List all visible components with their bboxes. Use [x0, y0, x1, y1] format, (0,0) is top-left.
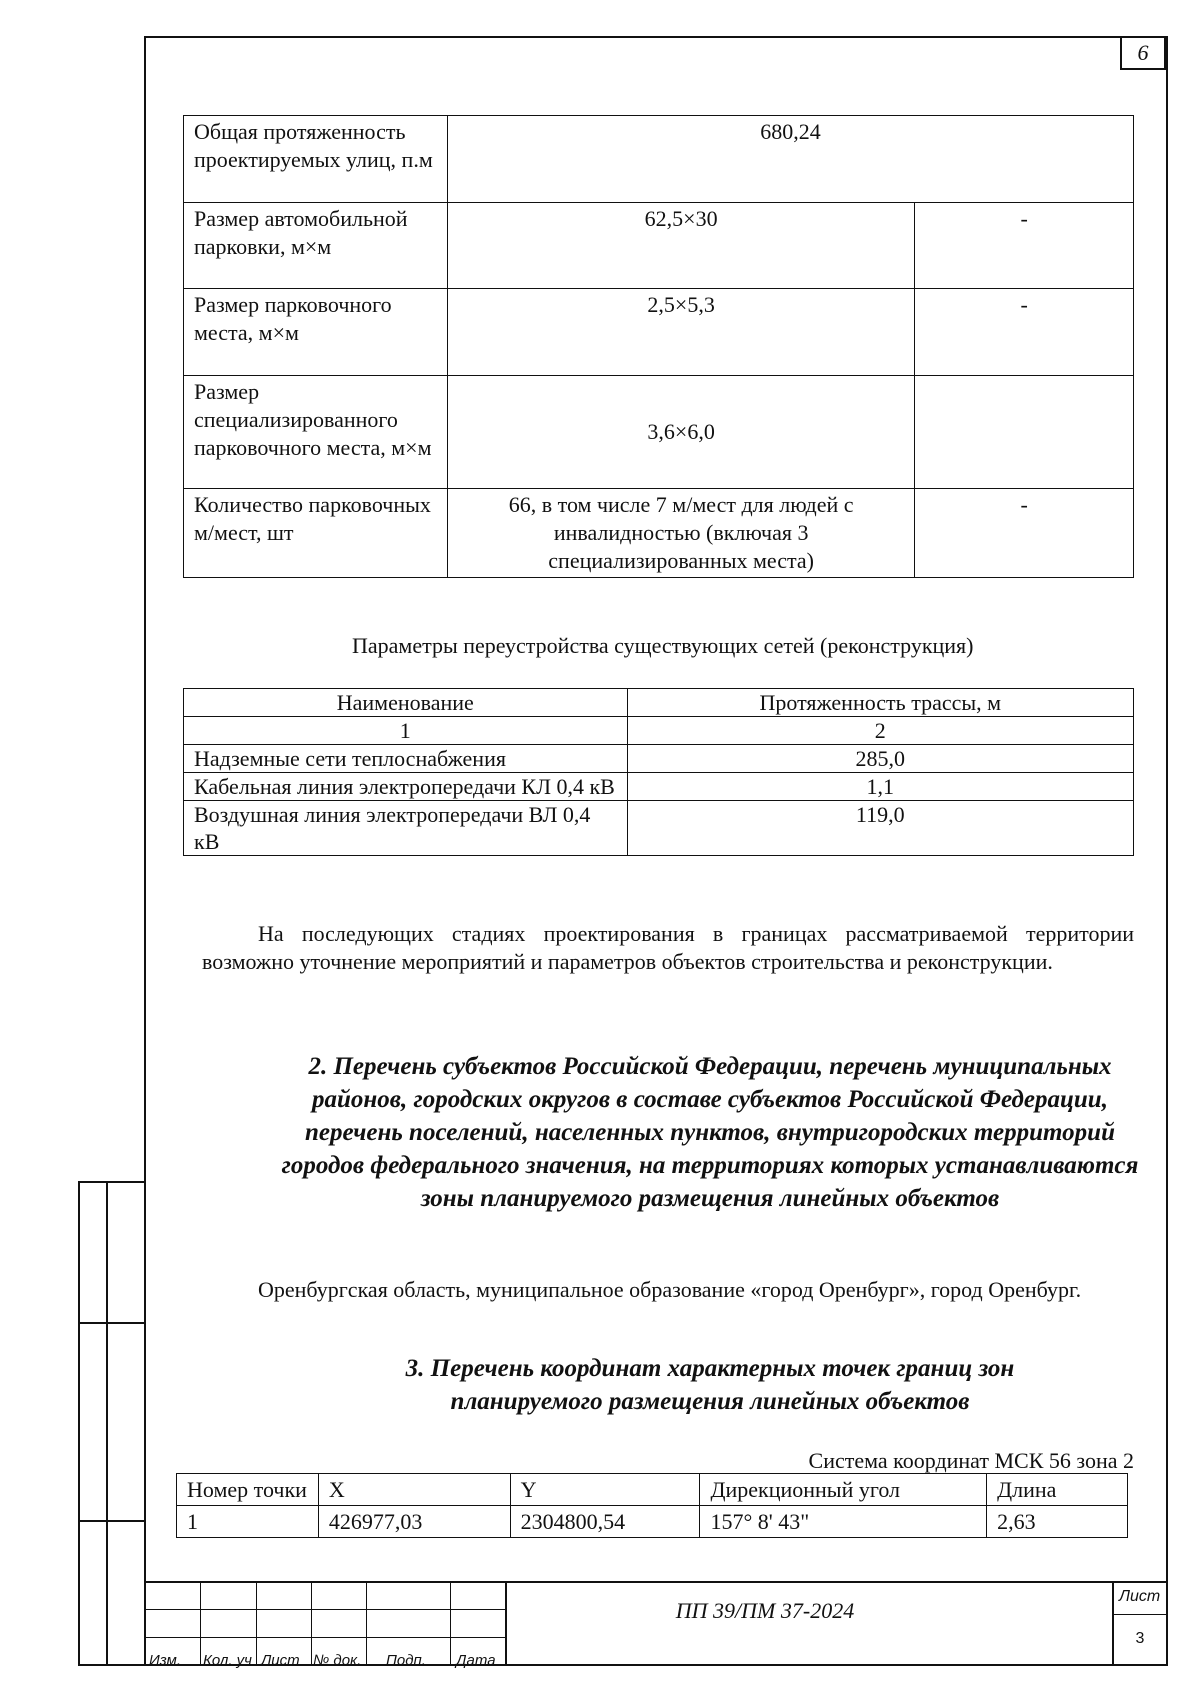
table-number-row [184, 717, 1134, 745]
table-row [184, 489, 1134, 578]
param-label: Размер специализированного парковочного места, м×м [184, 376, 448, 489]
sheet-number: 3 [1135, 1630, 1145, 1647]
network-length: 285,0 [627, 745, 1133, 773]
param-label: Размер автомобильной парковки, м×м [184, 203, 448, 289]
networks-table [183, 688, 1134, 856]
point-x: 426977,03 [318, 1506, 510, 1538]
column-header: X [318, 1474, 510, 1506]
stamp-vert-3 [311, 1581, 312, 1666]
param-value: 3,6×6,0 [447, 376, 914, 489]
point-length: 2,63 [987, 1506, 1128, 1538]
stamp-label-sheet: Лист [261, 1652, 300, 1669]
table-header-row [177, 1474, 1128, 1506]
stamp-top [145, 1581, 1168, 1583]
stamp-sheet-left [1112, 1581, 1114, 1666]
param-value: 62,5×30 [447, 203, 914, 289]
network-name: Кабельная линия электропередачи КЛ 0,4 кВ [184, 773, 628, 801]
param-value: 680,24 [447, 116, 1133, 203]
strip-top [78, 1181, 145, 1183]
stamp-vert-1 [200, 1581, 201, 1666]
stamp-label-date: Дата [456, 1652, 496, 1669]
table-row [184, 801, 1134, 856]
column-number: 2 [627, 717, 1133, 745]
param-extra: - [915, 203, 1134, 289]
section-3-heading: 3. Перечень координат характерных точек границ зон планируемого размещения линейных объектов [405, 1355, 1015, 1415]
stamp-row-1 [145, 1609, 505, 1610]
network-name: Воздушная линия электропередачи ВЛ 0,4 кВ [184, 801, 628, 856]
stamp-label-sign: Подп. [386, 1652, 426, 1669]
network-length: 1,1 [627, 773, 1133, 801]
network-name: Надземные сети теплоснабжения [184, 745, 628, 773]
strip-div-1 [78, 1322, 145, 1324]
stamp-vert-2 [256, 1581, 257, 1666]
param-label: Общая протяженность проектируемых улиц, п.м [184, 116, 448, 203]
column-header: Номер точки [177, 1474, 319, 1506]
paragraph-stages: На последующих стадиях проектирования в границах рассматриваемой территории возможно уточнение мероприятий и параметров объектов строительства и реконструкции. [202, 921, 1134, 974]
page-number: 6 [1120, 36, 1166, 70]
stamp-label-count: Кол. уч [203, 1652, 252, 1669]
table-row [184, 745, 1134, 773]
strip-outer [78, 1181, 80, 1666]
column-header: Дирекционный угол [700, 1474, 987, 1506]
table-row [177, 1506, 1128, 1538]
document-code: ПП 39/ПМ 37-2024 [675, 1598, 855, 1623]
param-value: 66, в том числе 7 м/мест для людей с инвалидностью (включая 3 специализированных места) [447, 489, 914, 578]
param-extra: - [915, 489, 1134, 578]
table-row [184, 773, 1134, 801]
strip-inner [106, 1181, 108, 1666]
section-2-heading: 2. Перечень субъектов Российской Федерации, перечень муниципальных районов, городских округов в составе субъектов Российской Федерации, перечень поселений, населенных пунктов, внутригородских территорий городов федерального значения, на территориях которых устанавливаются зоны планируемого размещения линейных объектов [281, 1053, 1139, 1212]
stamp-label-doc: № док. [313, 1652, 362, 1669]
params-table [183, 115, 1134, 578]
param-extra [915, 376, 1134, 489]
stamp-vert-6 [505, 1581, 507, 1666]
point-y: 2304800,54 [510, 1506, 700, 1538]
param-label: Размер парковочного места, м×м [184, 289, 448, 376]
frame-top [145, 36, 1168, 38]
table-row [184, 116, 1134, 203]
column-header: Длина [987, 1474, 1128, 1506]
coordinates-table [176, 1473, 1128, 1538]
stamp-label-change: Изм. [149, 1652, 181, 1669]
table-header-row [184, 689, 1134, 717]
stamp-sheet-divider [1112, 1614, 1168, 1615]
table-row [184, 289, 1134, 376]
stamp-row-2 [145, 1637, 505, 1638]
param-label: Количество парковочных м/мест, шт [184, 489, 448, 578]
network-length: 119,0 [627, 801, 1133, 856]
point-number: 1 [177, 1506, 319, 1538]
section-2-text: Оренбургская область, муниципальное образование «город Оренбург», город Оренбург. [258, 1277, 1082, 1302]
frame-right [1166, 36, 1168, 1666]
column-header: Y [510, 1474, 700, 1506]
coordinate-system: Система координат МСК 56 зона 2 [808, 1448, 1134, 1473]
column-header: Протяженность трассы, м [627, 689, 1133, 717]
sheet-label: Лист [1119, 1588, 1161, 1605]
column-number: 1 [184, 717, 628, 745]
param-extra: - [915, 289, 1134, 376]
column-header: Наименование [184, 689, 628, 717]
networks-caption: Параметры переустройства существующих сетей (реконструкция) [352, 633, 974, 658]
stamp-vert-5 [450, 1581, 451, 1666]
stamp-vert-4 [366, 1581, 367, 1666]
frame-left [144, 36, 146, 1666]
table-row [184, 376, 1134, 489]
point-angle: 157° 8' 43" [700, 1506, 987, 1538]
strip-div-2 [78, 1520, 145, 1522]
table-row [184, 203, 1134, 289]
param-value: 2,5×5,3 [447, 289, 914, 376]
